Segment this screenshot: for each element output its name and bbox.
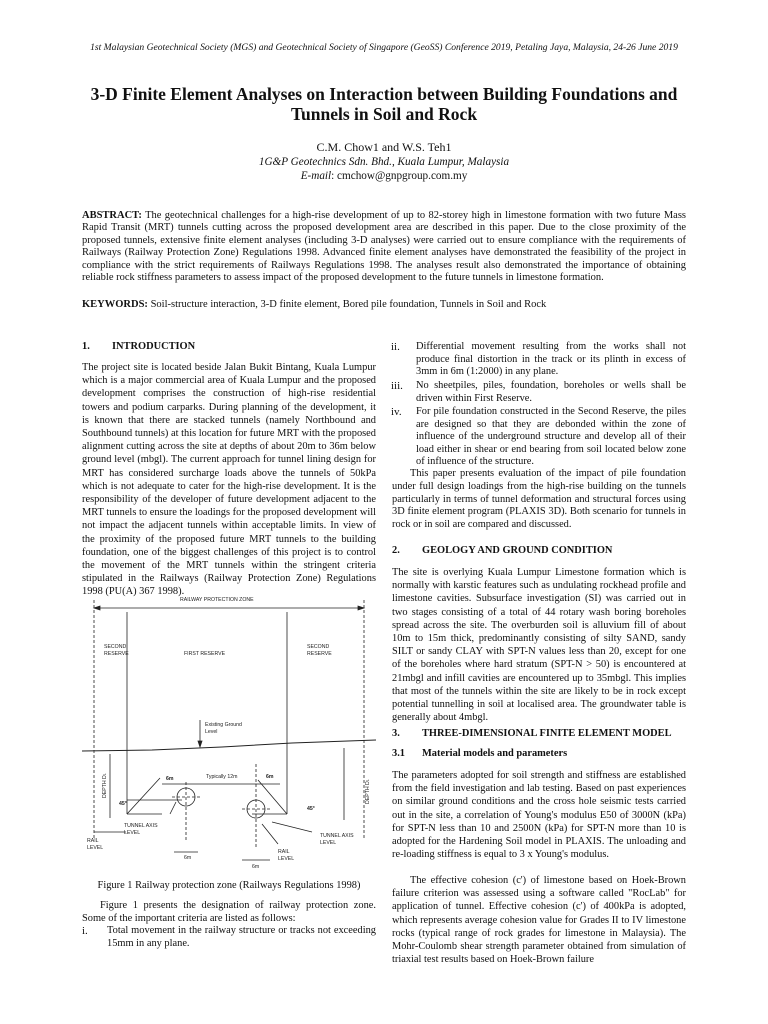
six-m-bottom-right: 6m bbox=[252, 864, 260, 870]
email-address: : cmchow@gnpgroup.com.my bbox=[331, 170, 468, 182]
tunnel-axis-left-2: LEVEL bbox=[124, 830, 141, 836]
section-3-1-heading bbox=[392, 748, 567, 759]
rail-right-2: LEVEL bbox=[278, 856, 295, 862]
second-reserve-left-1: SECOND bbox=[104, 644, 127, 650]
list-marker: iv. bbox=[391, 406, 402, 418]
intro-paragraph: The project site is located beside Jalan Bukit Bintang, Kuala Lumpur which is a major commercial area of Kuala Lumpur and the proposed development comprises the construction of high-rise residential towers and podium carparks. During planning of the development, it is known that there are stacked tunnels (namely Northbound and Southbound tunnels) at this location for future MRT with the proposed alignment cutting across the site at depths of about 20m to 36m below ground level (mbgl). The current approach for tunnel lining design for MRT has considered surcharge loads above the tunnels of 50kPa which is not adequate to cater for the high-rise development. It is the responsibility of the developer of future development adjacent to the MRT tunnels to ensure the loadings for the proposed development will not impact the adjacent tunnels within acceptable limits. In view of the proximity of the proposed future MRT tunnels to the building foundation, one of the biggest challenges of this project is to control the movement of the MRT tunnels within the stringent criteria stipulated in the Railways (Railway Protection Zone) Regulations 1998 (PU(A) 367 1998). bbox=[82, 362, 376, 598]
geology-paragraph: The site is overlying Kuala Lumpur Limestone formation which is normally with karstic features such as undulating rockhead profile and limestone cavities. Subsurface investigation (SI) was carried out in two stages consisting of a total of 44 rotary wash boring boreholes spread across the site. The overburden soil is alluvium fill of about 10m to 15m thick, predominantly consisting of silty SAND, sandy SILT or sandy CLAY with SPT-N values less than 20, except for one of the boreholes where hard stratum (SPT-N > 50) is encountered at 21mbgl and infill cavities are encountered up to 35mbgl. This implies that most of the tunnels within the site are likely to be in rock except potential tunnelling in soil at localised area. The groundwater table is generally about 4mbgl. bbox=[392, 567, 686, 724]
section-1-heading bbox=[82, 341, 195, 352]
criteria-item bbox=[391, 406, 686, 469]
section-number: 3. bbox=[392, 728, 400, 739]
list-text: No sheetpiles, piles, foundation, boreholes or wells shall be driven within First Reserve. bbox=[416, 380, 686, 404]
paper-title: 3-D Finite Element Analyses on Interaction between Building Foundations and Tunnels in Soil and Rock bbox=[90, 84, 678, 124]
section-2-heading bbox=[392, 545, 612, 556]
tunnel-axis-right-1: TUNNEL AXIS bbox=[320, 833, 354, 839]
first-reserve-label: FIRST RESERVE bbox=[184, 651, 226, 657]
keywords-label: KEYWORDS: bbox=[82, 299, 148, 310]
keywords bbox=[82, 299, 686, 310]
railway-protection-zone-figure bbox=[82, 592, 376, 874]
parameters-paragraph-2: The effective cohesion (c') of limestone based on Hoek-Brown failure criterion was assessed using a software called "RocLab" for application of tunnel. Effective cohesion (c') of 400kPa is adopted, which represents average cohesion value for Grades II to IV limestone rocks (typical range of rock grades for limestone in Malaysia). The Mohr-Coulomb shear strength parameter obtained from simulation of triaxial test results based on Hoek-Brown failure bbox=[392, 875, 686, 966]
section-number: 1. bbox=[82, 341, 90, 352]
section-title: GEOLOGY AND GROUND CONDITION bbox=[422, 545, 613, 556]
second-reserve-left-2: RESERVE bbox=[104, 651, 129, 657]
section-3-heading bbox=[392, 728, 672, 739]
second-reserve-right-1: SECOND bbox=[307, 644, 330, 650]
typically-label: Typically 12m bbox=[206, 774, 238, 780]
six-m-right: 6m bbox=[266, 774, 274, 780]
keywords-text: Soil-structure interaction, 3-D finite element, Bored pile foundation, Tunnels in Soil and Rock bbox=[147, 299, 547, 310]
affiliation: 1G&P Geotechnics Sdn. Bhd., Kuala Lumpur, Malaysia bbox=[258, 156, 510, 168]
email-label: E-mail bbox=[300, 170, 332, 182]
abstract-label: ABSTRACT: bbox=[82, 210, 142, 221]
rail-right-1: RAIL bbox=[278, 849, 290, 855]
angle-left: 45° bbox=[119, 801, 127, 807]
criteria-item bbox=[82, 925, 376, 950]
existing-ground-1: Existing Ground bbox=[205, 722, 242, 728]
second-reserve-right-2: RESERVE bbox=[307, 651, 332, 657]
tunnel-axis-left-1: TUNNEL AXIS bbox=[124, 823, 158, 829]
existing-ground-2: Level bbox=[205, 729, 218, 735]
section-number: 3.1 bbox=[392, 748, 405, 759]
figure-caption: Figure 1 Railway protection zone (Railways Regulations 1998) bbox=[97, 880, 361, 891]
six-m-bottom-left: 6m bbox=[184, 855, 192, 861]
list-text: Total movement in the railway structure or tracks not exceeding 15mm in any plane. bbox=[107, 925, 376, 949]
abstract bbox=[82, 210, 686, 284]
list-text: For pile foundation constructed in the Second Reserve, the piles are designed so that they are debonded within the zone of influence of the underground structure and develop all of their load either in shear or end bearing from soil located below zone of influence of the structure. bbox=[416, 406, 686, 468]
angle-right: 45° bbox=[307, 806, 315, 812]
criteria-item bbox=[391, 341, 686, 379]
section-title: INTRODUCTION bbox=[112, 341, 196, 352]
rail-left-1: RAIL bbox=[87, 838, 99, 844]
section-title: THREE-DIMENSIONAL FINITE ELEMENT MODEL bbox=[422, 728, 672, 739]
rpz-label: RAILWAY PROTECTION ZONE bbox=[180, 597, 254, 603]
conference-header: 1st Malaysian Geotechnical Society (MGS) and Geotechnical Society of Singapore (GeoSS) Conference 2019, Petaling Jaya, Malaysia, 24-26 June 2019 bbox=[90, 42, 678, 53]
list-marker: ii. bbox=[391, 341, 400, 353]
authors: C.M. Chow1 and W.S. Teh1 bbox=[316, 140, 452, 154]
figure-paragraph: Figure 1 presents the designation of railway protection zone. Some of the important criteria are listed as follows: bbox=[82, 900, 376, 925]
six-m-left: 6m bbox=[166, 776, 174, 782]
depth-right: DEPTH D1 bbox=[365, 779, 371, 804]
list-text: Differential movement resulting from the works shall not produce final distortion in the track or its plinth in excess of 3mm in 6m (1:2000) in any plane. bbox=[416, 341, 686, 378]
section-number: 2. bbox=[392, 545, 400, 556]
abstract-text: The geotechnical challenges for a high-rise development of up to 82-storey high in limestone formation with two future Mass Rapid Transit (MRT) tunnels cutting across the proposed development area are described in this paper. Due to the close proximity of the proposed tunnels, extensive finite element analyses (including 3-D analyses) were carried out to ensure compliance with the requirements of Railways (Railway Protection Zone) Regulations 1998. Advanced finite element analyses have demonstrated the feasibility of the project in compliance with the strict requirements of Railways Regulations 1998. The analyses result also demonstrated the importance of obtaining reliable rock stiffness parameters to assess impact of the proposed development to the future tunnels in limestone formation. bbox=[82, 210, 686, 284]
depth-left: DEPTH D1 bbox=[102, 773, 108, 798]
section-title: Material models and parameters bbox=[422, 748, 568, 759]
rail-left-2: LEVEL bbox=[87, 845, 104, 851]
tunnel-axis-right-2: LEVEL bbox=[320, 840, 337, 846]
list-marker: iii. bbox=[391, 380, 403, 392]
criteria-item bbox=[391, 380, 686, 405]
email-line bbox=[0, 170, 768, 182]
parameters-paragraph-1: The parameters adopted for soil strength and stiffness are established from the field investigation and lab testing. Based on past experiences on similar ground conditions and the cross hole seismic tests carried out in the site, a correlation of Young's modulus E50 of 3000N (kPa) for SPT-N less than 10 and 2500N (kPa) for SPT-N more than 10 is adopted for the Hardening Soil model in PLAXIS. The unloading and re-loading stiffness is equal to 3 x Young's modulus. bbox=[392, 770, 686, 861]
paper-intro-paragraph: This paper presents evaluation of the impact of pile foundation under full design loadings from the high-rise building on the tunnels particularly in terms of tunnel deformation and structural forces using 3D finite element program (PLAXIS 3D). Both scenario for tunnels in rock or in soil are compared and discussed. bbox=[392, 468, 686, 531]
list-marker: i. bbox=[82, 925, 88, 937]
